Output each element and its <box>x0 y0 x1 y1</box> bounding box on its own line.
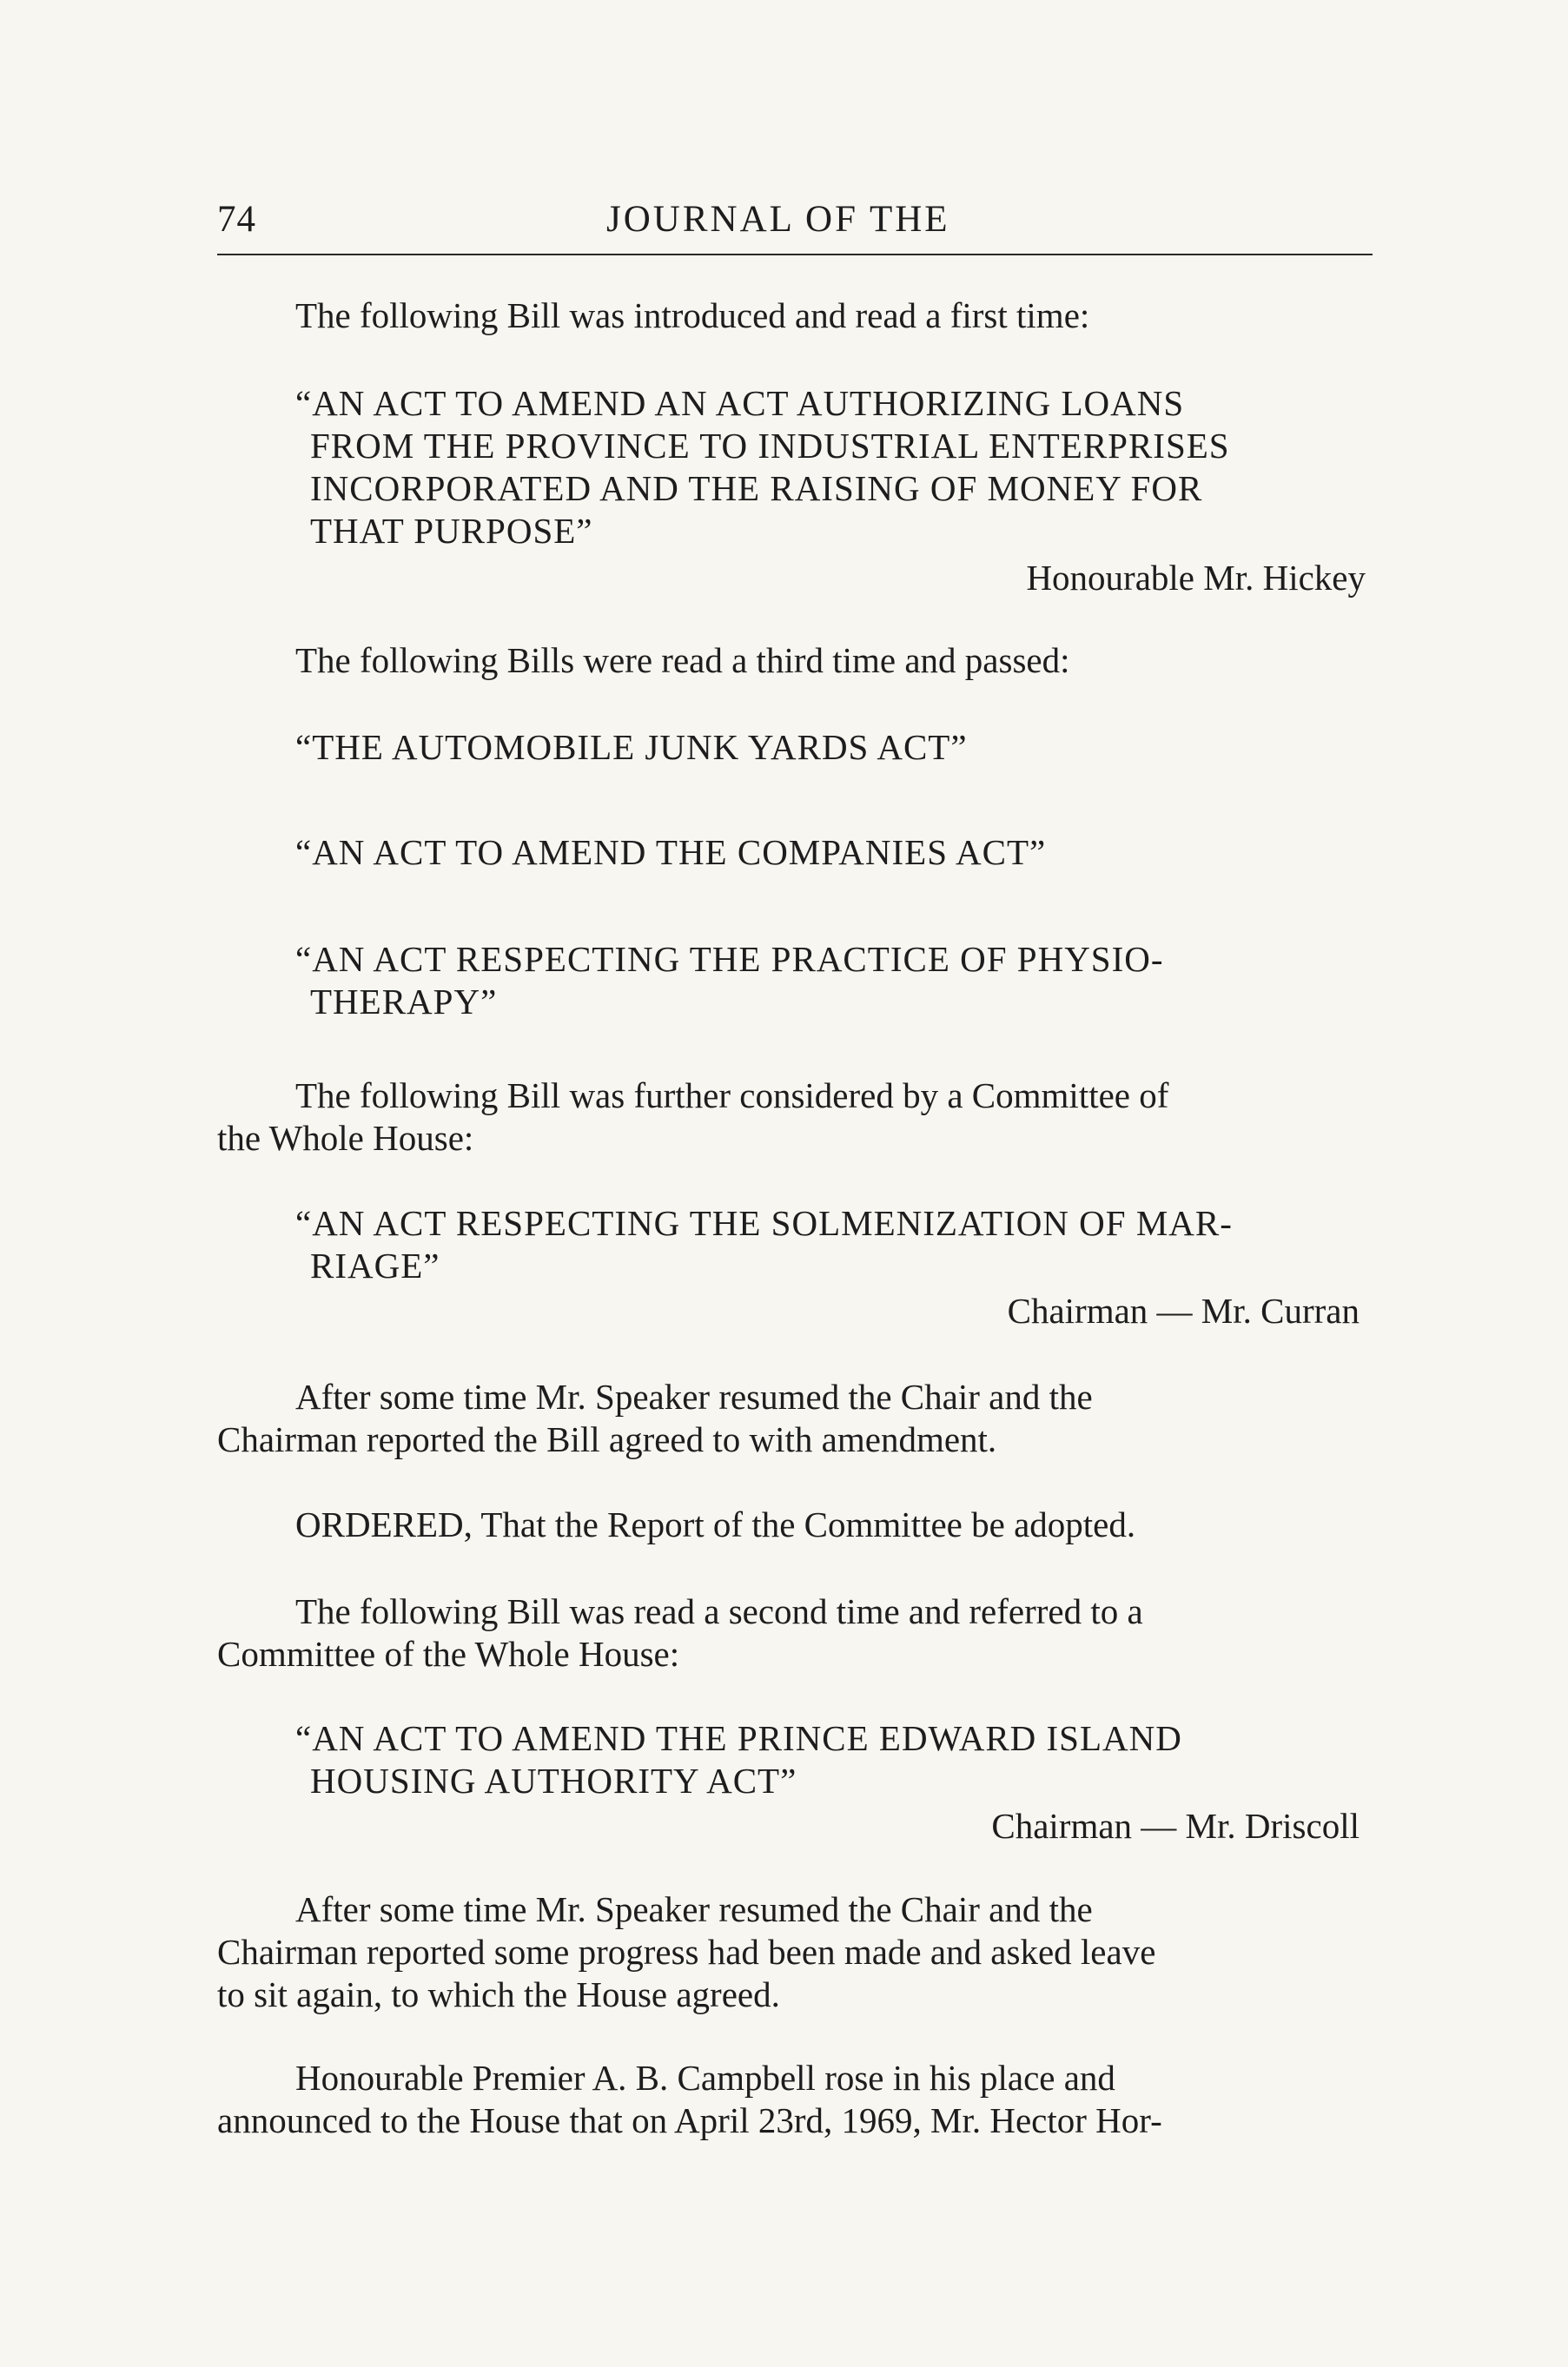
page-number: 74 <box>217 199 256 240</box>
paragraph-progress: to sit again, to which the House agreed. <box>217 1974 780 2014</box>
bill-title-line: INCORPORATED AND THE RAISING OF MONEY FOR <box>310 468 1203 508</box>
bill-title-line: “AN ACT TO AMEND AN ACT AUTHORIZING LOANS <box>295 383 1185 423</box>
bill-title-line: “AN ACT RESPECTING THE PRACTICE OF PHYSIO- <box>295 939 1164 979</box>
paragraph-third-reading: The following Bills were read a third time and passed: <box>295 640 1070 680</box>
paragraph-first-reading: The following Bill was introduced and read a first time: <box>295 295 1090 335</box>
bill-title-line: “AN ACT TO AMEND THE COMPANIES ACT” <box>295 832 1047 872</box>
paragraph-committee: the Whole House: <box>217 1118 474 1158</box>
paragraph-progress: After some time Mr. Speaker resumed the Chair and the <box>295 1889 1093 1929</box>
running-title: JOURNAL OF THE <box>606 199 950 240</box>
paragraph-ordered: ORDERED, That the Report of the Committee be adopted. <box>295 1504 1136 1544</box>
committee-chairman: Chairman — Mr. Driscoll <box>991 1806 1360 1846</box>
paragraph-second-reading: Committee of the Whole House: <box>217 1634 680 1674</box>
bill-sponsor: Honourable Mr. Hickey <box>1026 558 1366 598</box>
committee-chairman: Chairman — Mr. Curran <box>1007 1291 1360 1331</box>
paragraph-speaker-resumed: After some time Mr. Speaker resumed the Chair and the <box>295 1377 1093 1417</box>
paragraph-progress: Chairman reported some progress had been made and asked leave <box>217 1932 1156 1972</box>
paragraph-speaker-resumed: Chairman reported the Bill agreed to with amendment. <box>217 1419 997 1459</box>
bill-title-line: HOUSING AUTHORITY ACT” <box>310 1761 797 1801</box>
bill-title-line: THAT PURPOSE” <box>310 511 593 551</box>
bill-title-line: “AN ACT RESPECTING THE SOLMENIZATION OF MAR- <box>295 1203 1233 1243</box>
paragraph-premier: Honourable Premier A. B. Campbell rose in his place and <box>295 2058 1115 2098</box>
paragraph-committee: The following Bill was further considered by a Committee of <box>295 1075 1169 1115</box>
bill-title-line: “THE AUTOMOBILE JUNK YARDS ACT” <box>295 727 968 767</box>
paragraph-premier: announced to the House that on April 23rd, 1969, Mr. Hector Hor- <box>217 2100 1162 2140</box>
paragraph-second-reading: The following Bill was read a second time and referred to a <box>295 1591 1143 1631</box>
bill-title-line: THERAPY” <box>310 982 498 1022</box>
header-rule <box>217 254 1373 255</box>
bill-title-line: FROM THE PROVINCE TO INDUSTRIAL ENTERPRISES <box>310 426 1230 466</box>
bill-title-line: RIAGE” <box>310 1246 440 1286</box>
bill-title-line: “AN ACT TO AMEND THE PRINCE EDWARD ISLAND <box>295 1718 1182 1758</box>
